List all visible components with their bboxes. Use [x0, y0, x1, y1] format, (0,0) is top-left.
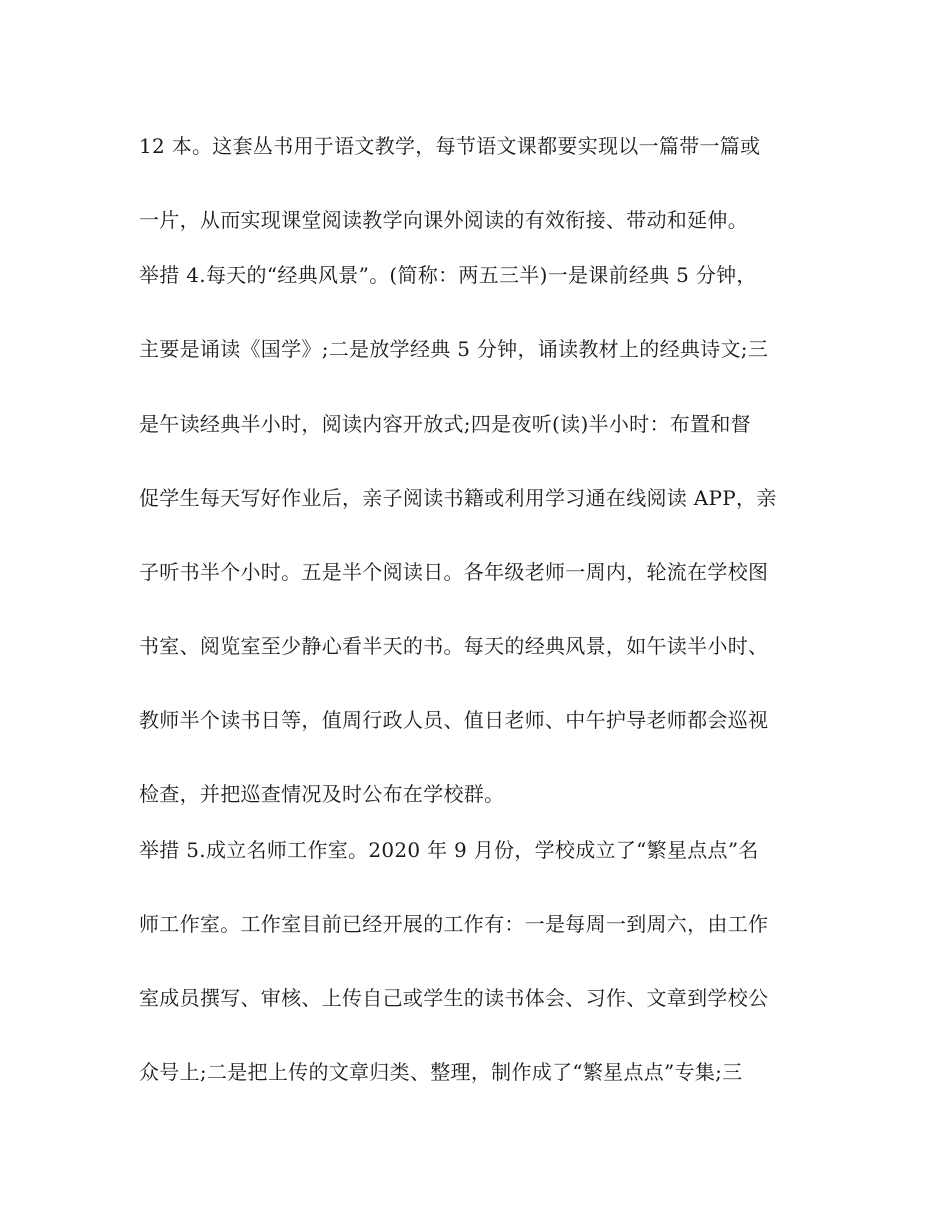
- text-line: 室成员撰写、审核、上传自己或学生的读书体会、习作、文章到学校公: [139, 986, 769, 1010]
- text-line: 检查，并把巡查情况及时公布在学校群。: [139, 782, 505, 806]
- text-line: 教师半个读书日等，值周行政人员、值日老师、中午护导老师都会巡视: [139, 708, 769, 732]
- text-line: 促学生每天写好作业后，亲子阅读书籍或利用学习通在线阅读 APP，亲: [139, 486, 777, 510]
- text-line: 众号上;二是把上传的文章归类、整理，制作成了“繁星点点”专集;三: [139, 1060, 743, 1084]
- text-line: 举措 4.每天的“经典风景”。(简称：两五三半)一是课前经典 5 分钟，: [139, 263, 757, 287]
- text-line: 举措 5.成立名师工作室。2020 年 9 月份，学校成立了“繁星点点”名: [139, 838, 759, 862]
- text-line: 师工作室。工作室目前已经开展的工作有：一是每周一到周六，由工作: [139, 912, 769, 936]
- text-line: 一片，从而实现课堂阅读教学向课外阅读的有效衔接、带动和延伸。: [139, 208, 748, 232]
- text-line: 12 本。这套丛书用于语文教学，每节语文课都要实现以一篇带一篇或: [139, 134, 761, 158]
- text-line: 主要是诵读《国学》;二是放学经典 5 分钟，诵读教材上的经典诗文;三: [139, 337, 769, 361]
- text-line: 子听书半个小时。五是半个阅读日。各年级老师一周内，轮流在学校图: [139, 560, 769, 584]
- text-line: 书室、阅览室至少静心看半天的书。每天的经典风景，如午读半小时、: [139, 634, 769, 658]
- text-line: 是午读经典半小时，阅读内容开放式;四是夜听(读)半小时：布置和督: [139, 412, 751, 436]
